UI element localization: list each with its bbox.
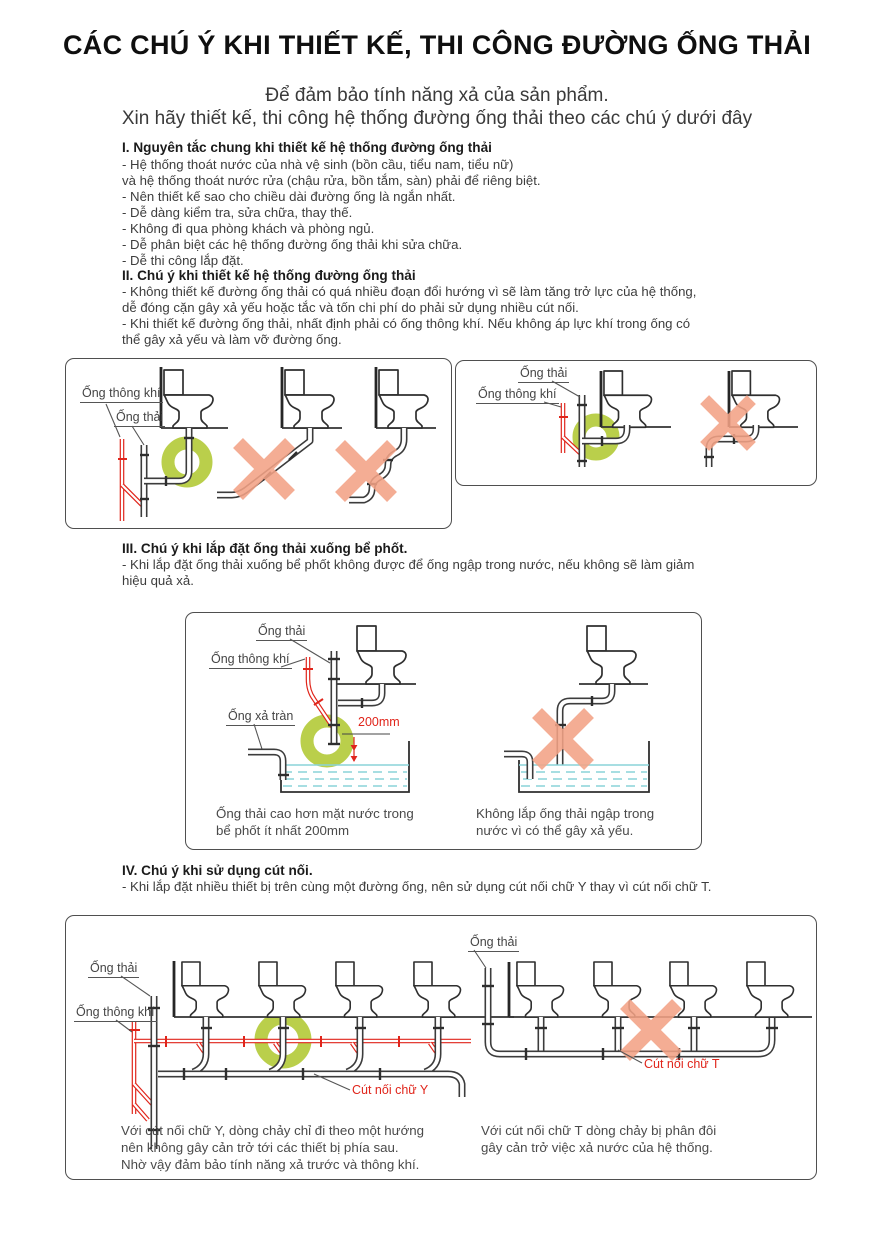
label-drain-pipe: Ống thải [88, 962, 139, 978]
label-t-connector: Cút nối chữ T [644, 1057, 720, 1071]
toilet [182, 962, 229, 1017]
toilet [379, 370, 428, 428]
section-3-heading: III. Chú ý khi lắp đặt ống thải xuống bể phốt. [122, 541, 408, 556]
label-drain-pipe: Ống thải [518, 367, 569, 383]
vent-design-left-drawing [66, 359, 451, 528]
bad-mark-x [238, 443, 290, 495]
toilet [517, 962, 564, 1017]
section-1-body: - Hệ thống thoát nước của nhà vệ sinh (bồn cầu, tiểu nam, tiểu nữ) và hệ thống thoát nước rửa (chậu rửa, bồn tắm, sàn) phải để riêng biệt. - Nên thiết kế sao cho chiều dài đường ống là ngắn nhất. - Dễ dàng kiểm tra, sửa chữa, thay thế. - Không đi qua phòng khách và phòng ngủ. - Dễ phân biệt các hệ thống đường ống thải khi sửa chữa. - Dễ thi công lắp đặt. [122, 157, 541, 268]
toilet [164, 370, 213, 428]
diagram-vent-design-right [455, 360, 817, 486]
toilet [336, 962, 383, 1017]
toilet [285, 370, 334, 428]
section-1-heading: I. Nguyên tắc chung khi thiết kế hệ thống đường ống thải [122, 140, 492, 155]
caption-septic-good: Ống thải cao hơn mặt nước trong bể phốt ít nhất 200mm [216, 806, 414, 838]
vent-design-right-drawing [456, 361, 816, 485]
label-drain-pipe: Ống thải [256, 625, 307, 641]
section-3-body: - Khi lắp đặt ống thải xuống bể phốt không được để ống ngập trong nước, nếu không sẽ làm giảm hiệu quả xả. [122, 557, 695, 588]
page-subtitle: Để đảm bảo tính năng xả của sản phẩm. Xin hãy thiết kế, thi công hệ thống đường ống thải theo các chú ý dưới đây [121, 85, 753, 129]
label-vent-pipe: Ống thông khí [476, 388, 559, 404]
diagram-septic-tank [185, 612, 702, 850]
caption-t-bad: Với cút nối chữ T dòng chảy bị phân đôi gây cản trở việc xả nước của hệ thống. [481, 1123, 717, 1155]
good-mark-circle [307, 721, 347, 761]
label-y-connector: Cút nối chữ Y [352, 1083, 429, 1097]
label-200mm: 200mm [358, 715, 400, 729]
caption-septic-bad: Không lắp ống thải ngập trong nước vì có thể gây xả yếu. [476, 806, 655, 838]
section-2-body: - Không thiết kế đường ống thải có quá nhiều đoạn đổi hướng vì sẽ làm tăng trở lực của hệ thống, dễ đóng cặn gây xả yếu hoặc tắc và tốn chi phí do phải sử dụng nhiều cút nối. - Khi thiết kế đường ống thải, nhất định phải có ống thông khí. Nếu không áp lực khí trong ống có thể gây xả yếu và làm vỡ đường ống. [122, 284, 697, 347]
label-vent-pipe: Ống thông khí [74, 1006, 157, 1022]
toilet [747, 962, 794, 1017]
diagram-vent-design-left [65, 358, 452, 529]
label-drain-pipe: Ống thải [468, 936, 519, 952]
toilet [587, 626, 636, 684]
toilet [259, 962, 306, 1017]
label-vent-pipe: Ống thông khí [209, 653, 292, 669]
section-4-heading: IV. Chú ý khi sử dụng cút nối. [122, 863, 313, 878]
toilet [604, 371, 652, 427]
caption-y-good: Với cút nối chữ Y, dòng chảy chỉ đi theo một hướng nên không gây cản trở tới các thiết bị phía sau. Nhờ vậy đảm bảo tính năng xả trước và thông khí. [121, 1123, 425, 1172]
section-4-body: - Khi lắp đặt nhiều thiết bị trên cùng một đường ống, nên sử dụng cút nối chữ Y thay vì cút nối chữ T. [122, 879, 712, 894]
label-drain-pipe: Ống thải [114, 411, 165, 427]
section-2-heading: II. Chú ý khi thiết kế hệ thống đường ống thải [122, 268, 416, 283]
diagram-connectors [65, 915, 817, 1180]
label-overflow-pipe: Ống xả tràn [226, 710, 295, 726]
label-vent-pipe: Ống thông khí [80, 387, 163, 403]
bad-mark-x [625, 1004, 677, 1056]
toilet [357, 626, 406, 684]
toilet [414, 962, 461, 1017]
page-title: CÁC CHÚ Ý KHI THIẾT KẾ, THI CÔNG ĐƯỜNG ỐNG THẢI [62, 30, 812, 60]
